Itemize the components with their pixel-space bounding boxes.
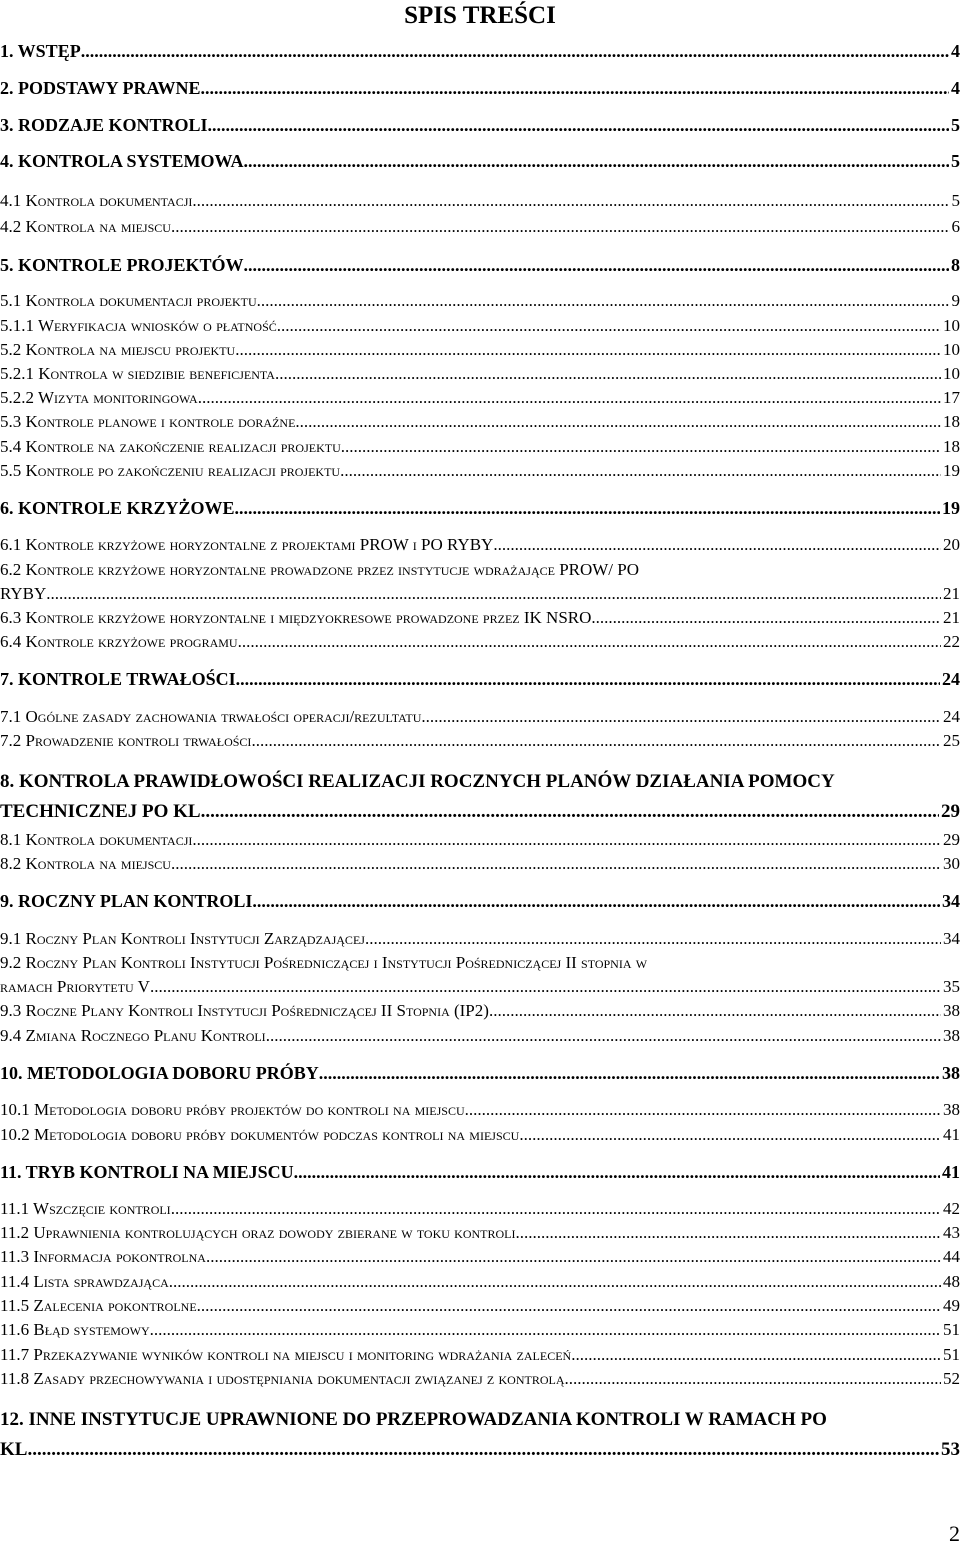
toc-entry[interactable] bbox=[0, 534, 960, 556]
toc-entry[interactable] bbox=[0, 387, 960, 409]
toc-entry[interactable] bbox=[0, 77, 960, 99]
toc-entry[interactable] bbox=[0, 497, 960, 519]
toc-entry-title: 4.2 Kontrola na miejscu bbox=[0, 217, 171, 236]
toc-entry-title: 5.4 Kontrole na zakończenie realizacji projektu bbox=[0, 437, 341, 456]
toc-entry-page: 51 bbox=[943, 1345, 960, 1364]
toc-entry-title-continued: TECHNICZNEJ PO KL bbox=[0, 801, 201, 822]
toc-entry-page: 8 bbox=[951, 255, 960, 275]
dot-leader bbox=[236, 668, 940, 690]
dot-leader bbox=[565, 1368, 942, 1390]
toc-entry[interactable] bbox=[0, 1000, 960, 1022]
toc-entry[interactable] bbox=[0, 607, 960, 629]
toc-entry[interactable] bbox=[0, 1222, 960, 1244]
toc-entry-title: 9.4 Zmiana Rocznego Planu Kontroli bbox=[0, 1026, 266, 1045]
dot-leader bbox=[571, 1344, 941, 1366]
toc-entry-page: 22 bbox=[943, 632, 960, 651]
toc-entry-title: 10.1 Metodologia doboru próby projektów do kontroli na miejscu bbox=[0, 1100, 465, 1119]
toc-entry-title-continued: KL bbox=[0, 1439, 28, 1460]
dot-leader bbox=[206, 1246, 941, 1268]
toc-entry[interactable] bbox=[0, 829, 960, 851]
toc-entry-page: 5 bbox=[951, 191, 960, 210]
dot-leader bbox=[341, 436, 941, 458]
toc-entry-page: 41 bbox=[942, 1162, 960, 1182]
toc-entry-title: 5.3 Kontrole planowe i kontrole doraźne bbox=[0, 412, 296, 431]
toc-entry[interactable] bbox=[0, 1319, 960, 1341]
dot-leader bbox=[365, 928, 941, 950]
toc-entry-title: 8. KONTROLA PRAWIDŁOWOŚCI REALIZACJI ROCZNYCH PLANÓW DZIAŁANIA POMOCY bbox=[0, 771, 835, 792]
toc-entry-title: 5.5 Kontrole po zakończeniu realizacji projektu bbox=[0, 461, 341, 480]
toc-entry-title: 11.1 Wszczęcie kontroli bbox=[0, 1199, 171, 1218]
toc-entry[interactable] bbox=[0, 339, 960, 361]
dot-leader bbox=[235, 497, 940, 519]
toc-entry[interactable] bbox=[0, 730, 960, 752]
toc-entry-title: 11.2 Uprawnienia kontrolujących oraz dowody zbierane w toku kontroli bbox=[0, 1223, 516, 1242]
toc-entry-page: 18 bbox=[943, 412, 960, 431]
toc-entry-page: 10 bbox=[943, 340, 960, 359]
toc-entry[interactable] bbox=[0, 1099, 960, 1121]
toc-entry-page: 21 bbox=[943, 608, 960, 627]
toc-entry-page: 29 bbox=[943, 830, 960, 849]
toc-entry-title: 9.2 Roczny Plan Kontroli Instytucji Pośredniczącej i Instytucji Pośredniczącej II stopnia w bbox=[0, 953, 648, 972]
dot-leader bbox=[244, 150, 949, 172]
toc-entry[interactable] bbox=[0, 254, 960, 276]
toc-entry[interactable] bbox=[0, 1368, 960, 1390]
toc-entry-title: 5.2 Kontrola na miejscu projektu bbox=[0, 340, 236, 359]
toc-entry-page: 10 bbox=[943, 316, 960, 335]
toc-entry[interactable] bbox=[0, 767, 960, 827]
toc-entry-title: 9.3 Roczne Plany Kontroli Instytucji Pośredniczącej II Stopnia (IP2) bbox=[0, 1001, 489, 1020]
dot-leader bbox=[465, 1099, 941, 1121]
toc-entry-title: 6.4 Kontrole krzyżowe programu bbox=[0, 632, 238, 651]
toc-entry-title: 6.1 Kontrole krzyżowe horyzontalne z projektami PROW i PO RYBY bbox=[0, 535, 494, 554]
toc-entry-title: 5.2.1 Kontrola w siedzibie beneficjenta bbox=[0, 364, 275, 383]
dot-leader bbox=[252, 890, 940, 912]
toc-entry-page: 34 bbox=[943, 929, 960, 948]
toc-entry-page: 41 bbox=[943, 1125, 960, 1144]
toc-entry-page: 34 bbox=[942, 891, 960, 911]
toc-entry-page: 20 bbox=[943, 535, 960, 554]
toc-entry[interactable] bbox=[0, 559, 960, 605]
toc-entry[interactable] bbox=[0, 1124, 960, 1146]
toc-entry-page: 38 bbox=[943, 1001, 960, 1020]
dot-leader bbox=[201, 77, 949, 99]
toc-entry-page: 30 bbox=[943, 854, 960, 873]
toc-entry-title: 12. INNE INSTYTUCJE UPRAWNIONE DO PRZEPROWADZANIA KONTROLI W RAMACH PO bbox=[0, 1409, 827, 1430]
dot-leader bbox=[266, 1025, 941, 1047]
toc-entry[interactable] bbox=[0, 1062, 960, 1084]
toc-entry-title: 4. KONTROLA SYSTEMOWA bbox=[0, 151, 244, 171]
toc-entry-page: 21 bbox=[943, 584, 960, 603]
toc-entry-title: 5. KONTROLE PROJEKTÓW bbox=[0, 255, 244, 275]
dot-leader bbox=[201, 797, 939, 827]
toc-entry-page: 19 bbox=[942, 498, 960, 518]
toc-entry[interactable] bbox=[0, 928, 960, 950]
toc-entry-page: 53 bbox=[941, 1439, 960, 1460]
toc-entry[interactable] bbox=[0, 315, 960, 337]
toc-entry-page: 4 bbox=[951, 78, 960, 98]
dot-leader bbox=[340, 460, 941, 482]
dot-leader bbox=[275, 363, 941, 385]
toc-entry[interactable] bbox=[0, 1271, 960, 1293]
dot-leader bbox=[171, 1198, 941, 1220]
toc-entry[interactable] bbox=[0, 1246, 960, 1268]
toc-entry-page: 6 bbox=[951, 217, 960, 236]
dot-leader bbox=[171, 853, 941, 875]
toc-entry[interactable] bbox=[0, 150, 960, 172]
dot-leader bbox=[150, 976, 941, 998]
toc-entry-title-continued: ramach Priorytetu V bbox=[0, 977, 150, 996]
toc-entry-title: 5.1 Kontrola dokumentacji projektu bbox=[0, 291, 257, 310]
toc-entry[interactable] bbox=[0, 216, 960, 238]
dot-leader bbox=[489, 1000, 941, 1022]
toc-entry-title: 11.7 Przekazywanie wyników kontroli na miejscu i monitoring wdrażania zaleceń bbox=[0, 1345, 572, 1364]
toc-entry-page: 38 bbox=[942, 1063, 960, 1083]
toc-entry-title: 7. KONTROLE TRWAŁOŚCI bbox=[0, 669, 236, 689]
toc-entry-title: 8.1 Kontrola dokumentacji bbox=[0, 830, 193, 849]
toc-entry-title: 10. METODOLOGIA DOBORU PRÓBY bbox=[0, 1063, 319, 1083]
toc-entry-page: 35 bbox=[943, 977, 960, 996]
toc-entry[interactable] bbox=[0, 1344, 960, 1366]
dot-leader bbox=[46, 583, 941, 605]
toc-entry-title-continued: RYBY bbox=[0, 584, 47, 603]
toc-entry-page: 24 bbox=[943, 707, 960, 726]
toc-entry-page: 51 bbox=[943, 1320, 960, 1339]
toc-entry-page: 38 bbox=[943, 1026, 960, 1045]
toc-entry-page: 4 bbox=[951, 41, 960, 61]
toc-entry-title: 9.1 Roczny Plan Kontroli Instytucji Zarządzającej bbox=[0, 929, 365, 948]
dot-leader bbox=[238, 631, 941, 653]
dot-leader bbox=[294, 1161, 940, 1183]
toc-entry-page: 43 bbox=[943, 1223, 960, 1242]
toc-entry-title: 11. TRYB KONTROLI NA MIEJSCU bbox=[0, 1162, 294, 1182]
toc-entry-page: 29 bbox=[941, 801, 960, 822]
toc-entry-title: 6.3 Kontrole krzyżowe horyzontalne i międzyokresowe prowadzone przez IK NSRO bbox=[0, 608, 592, 627]
dot-leader bbox=[251, 730, 941, 752]
dot-leader bbox=[169, 1271, 941, 1293]
dot-leader bbox=[519, 1124, 941, 1146]
toc-entry-page: 17 bbox=[943, 388, 960, 407]
dot-leader bbox=[257, 290, 950, 312]
dot-leader bbox=[192, 829, 941, 851]
dot-leader bbox=[516, 1222, 941, 1244]
dot-leader bbox=[27, 1435, 939, 1465]
toc-entry[interactable] bbox=[0, 1295, 960, 1317]
toc-entry-page: 52 bbox=[943, 1369, 960, 1388]
page-number: 2 bbox=[949, 1521, 960, 1546]
toc-entry[interactable] bbox=[0, 1405, 960, 1465]
toc-entry-page: 49 bbox=[943, 1296, 960, 1315]
toc-entry-page: 5 bbox=[951, 151, 960, 171]
toc-entry[interactable] bbox=[0, 436, 960, 458]
toc-entry-title: 11.8 Zasady przechowywania i udostępniania dokumentacji związanej z kontrolą bbox=[0, 1369, 565, 1388]
toc-entry[interactable] bbox=[0, 190, 960, 212]
dot-leader bbox=[208, 114, 949, 136]
dot-leader bbox=[277, 315, 941, 337]
toc-entry-page: 9 bbox=[951, 291, 960, 310]
page-title: SPIS TREŚCI bbox=[404, 2, 556, 29]
toc-entry-title: 5.2.2 Wizyta monitoringowa bbox=[0, 388, 198, 407]
toc-entry-title: 5.1.1 Weryfikacja wniosków o płatność bbox=[0, 316, 277, 335]
dot-leader bbox=[493, 534, 941, 556]
toc-entry-page: 5 bbox=[951, 115, 960, 135]
toc-entry-title: 6.2 Kontrole krzyżowe horyzontalne prowadzone przez instytucje wdrażające PROW/ PO bbox=[0, 560, 640, 579]
toc-entry-title: 11.6 Błąd systemowy bbox=[0, 1320, 150, 1339]
toc-entry-page: 44 bbox=[943, 1247, 960, 1266]
toc-entry-page: 24 bbox=[942, 669, 960, 689]
toc-entry-title: 7.1 Ogólne zasady zachowania trwałości operacji/rezultatu bbox=[0, 707, 422, 726]
dot-leader bbox=[591, 607, 941, 629]
dot-leader bbox=[295, 411, 941, 433]
toc-entry-title: 1. WSTĘP bbox=[0, 41, 81, 61]
toc-entry[interactable] bbox=[0, 952, 960, 998]
dot-leader bbox=[319, 1062, 940, 1084]
dot-leader bbox=[421, 706, 941, 728]
toc-entry[interactable] bbox=[0, 890, 960, 912]
toc-entry-title: 4.1 Kontrola dokumentacji bbox=[0, 191, 193, 210]
toc-entry[interactable] bbox=[0, 40, 960, 62]
toc-entry-title: 10.2 Metodologia doboru próby dokumentów podczas kontroli na miejscu bbox=[0, 1125, 520, 1144]
dot-leader bbox=[192, 190, 949, 212]
toc-entry-page: 19 bbox=[943, 461, 960, 480]
toc-entry-title: 11.5 Zalecenia pokontrolne bbox=[0, 1296, 197, 1315]
dot-leader bbox=[81, 40, 949, 62]
toc-entry-title: 8.2 Kontrola na miejscu bbox=[0, 854, 171, 873]
toc-entry[interactable] bbox=[0, 706, 960, 728]
toc-entry-page: 38 bbox=[943, 1100, 960, 1119]
toc-entry-page: 25 bbox=[943, 731, 960, 750]
dot-leader bbox=[235, 339, 941, 361]
toc-entry-page: 42 bbox=[943, 1199, 960, 1218]
dot-leader bbox=[150, 1319, 941, 1341]
toc-entry-page: 48 bbox=[943, 1272, 960, 1291]
toc-entry[interactable] bbox=[0, 1161, 960, 1183]
toc-entry[interactable] bbox=[0, 631, 960, 653]
toc-entry-page: 18 bbox=[943, 437, 960, 456]
toc-entry-title: 3. RODZAJE KONTROLI bbox=[0, 115, 208, 135]
dot-leader bbox=[198, 387, 941, 409]
toc-entry-title: 11.3 Informacja pokontrolna bbox=[0, 1247, 206, 1266]
toc-entry-title: 7.2 Prowadzenie kontroli trwałości bbox=[0, 731, 252, 750]
toc-entry[interactable] bbox=[0, 1198, 960, 1220]
dot-leader bbox=[171, 216, 950, 238]
toc-entry[interactable] bbox=[0, 114, 960, 136]
toc-entry-title: 6. KONTROLE KRZYŻOWE bbox=[0, 498, 235, 518]
toc-entry[interactable] bbox=[0, 411, 960, 433]
toc-entry-title: 2. PODSTAWY PRAWNE bbox=[0, 78, 201, 98]
toc-entry[interactable] bbox=[0, 363, 960, 385]
toc-entry[interactable] bbox=[0, 1025, 960, 1047]
toc-entry-title: 11.4 Lista sprawdzająca bbox=[0, 1272, 169, 1291]
dot-leader bbox=[244, 254, 949, 276]
dot-leader bbox=[197, 1295, 941, 1317]
toc-entry[interactable] bbox=[0, 290, 960, 312]
toc-entry-page: 10 bbox=[943, 364, 960, 383]
toc-entry-title: 9. ROCZNY PLAN KONTROLI bbox=[0, 891, 253, 911]
toc-entry[interactable] bbox=[0, 668, 960, 690]
toc-entry[interactable] bbox=[0, 460, 960, 482]
toc-entry[interactable] bbox=[0, 853, 960, 875]
